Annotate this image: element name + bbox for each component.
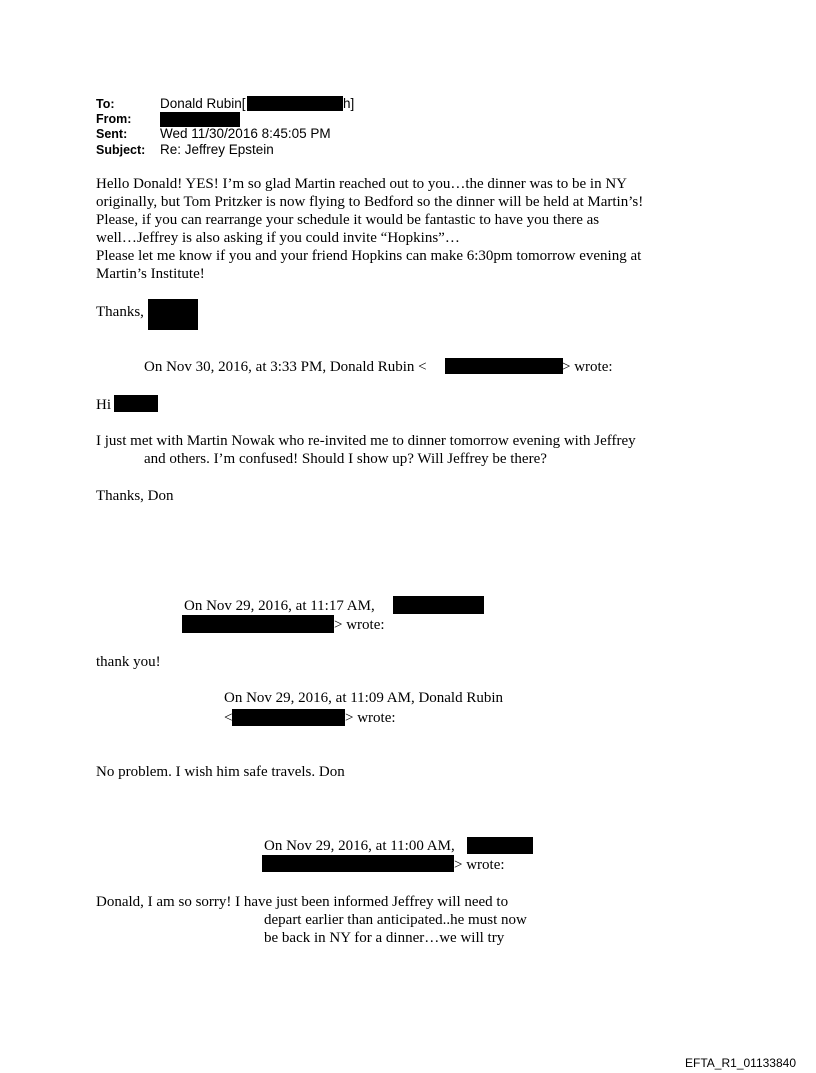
redaction-block	[393, 596, 484, 614]
quote-line: I just met with Martin Nowak who re-invited me to dinner tomorrow evening with Jeffrey	[96, 433, 636, 449]
quote-intro: On Nov 29, 2016, at 11:09 AM, Donald Rubin	[224, 690, 504, 706]
quote-intro: On Nov 29, 2016, at 11:00 AM,	[264, 838, 455, 854]
quote-intro-suffix: > wrote:	[334, 617, 385, 633]
quote-intro: On Nov 30, 2016, at 3:33 PM, Donald Rubin <	[144, 359, 427, 375]
message-line: Please let me know if you and your friend Hopkins can make 6:30pm tomorrow evening at	[96, 248, 642, 264]
subject-value: Re: Jeffrey Epstein	[160, 142, 274, 157]
to-label: To:	[96, 97, 115, 111]
redaction-block	[247, 96, 343, 111]
quote-intro-suffix: > wrote:	[454, 857, 505, 873]
message-line: Martin’s Institute!	[96, 266, 205, 282]
message-line: Hello Donald! YES! I’m so glad Martin reached out to you…the dinner was to be in NY	[96, 176, 627, 192]
redaction-block	[148, 299, 198, 330]
subject-label: Subject:	[96, 143, 146, 157]
to-value-prefix: Donald Rubin[	[160, 96, 246, 111]
quote-body: No problem. I wish him safe travels. Don	[96, 764, 345, 780]
from-label: From:	[96, 112, 132, 126]
redaction-block	[262, 855, 454, 872]
message-line: well…Jeffrey is also asking if you could invite “Hopkins”…	[96, 230, 460, 246]
quote-intro-suffix: > wrote:	[345, 710, 396, 726]
quote-line: Donald, I am so sorry! I have just been informed Jeffrey will need to	[96, 894, 509, 910]
quote-line: and others. I’m confused! Should I show up? Will Jeffrey be there?	[144, 451, 547, 467]
quote-signoff: Thanks, Don	[96, 488, 174, 504]
redaction-block	[114, 395, 158, 412]
document-id: EFTA_R1_01133840	[685, 1056, 796, 1070]
quote-intro-prefix: <	[224, 710, 233, 726]
to-value-suffix: h]	[343, 96, 355, 111]
redaction-block	[160, 112, 240, 127]
redaction-block	[467, 837, 533, 854]
quote-intro-suffix: > wrote:	[562, 359, 613, 375]
message-line: originally, but Tom Pritzker is now flying to Bedford so the dinner will be held at Martin’s!	[96, 194, 644, 210]
signoff: Thanks,	[96, 304, 144, 320]
quote-intro: On Nov 29, 2016, at 11:17 AM,	[184, 598, 375, 614]
redaction-block	[232, 709, 345, 726]
message-line: Please, if you can rearrange your schedule it would be fantastic to have you there as	[96, 212, 600, 228]
quote-body: thank you!	[96, 654, 161, 670]
greeting: Hi	[96, 397, 111, 413]
sent-value: Wed 11/30/2016 8:45:05 PM	[160, 126, 331, 141]
sent-label: Sent:	[96, 127, 128, 141]
quote-line: depart earlier than anticipated..he must now	[264, 912, 527, 928]
quote-line: be back in NY for a dinner…we will try	[264, 930, 505, 946]
redaction-block	[445, 358, 563, 374]
redaction-block	[182, 615, 334, 633]
